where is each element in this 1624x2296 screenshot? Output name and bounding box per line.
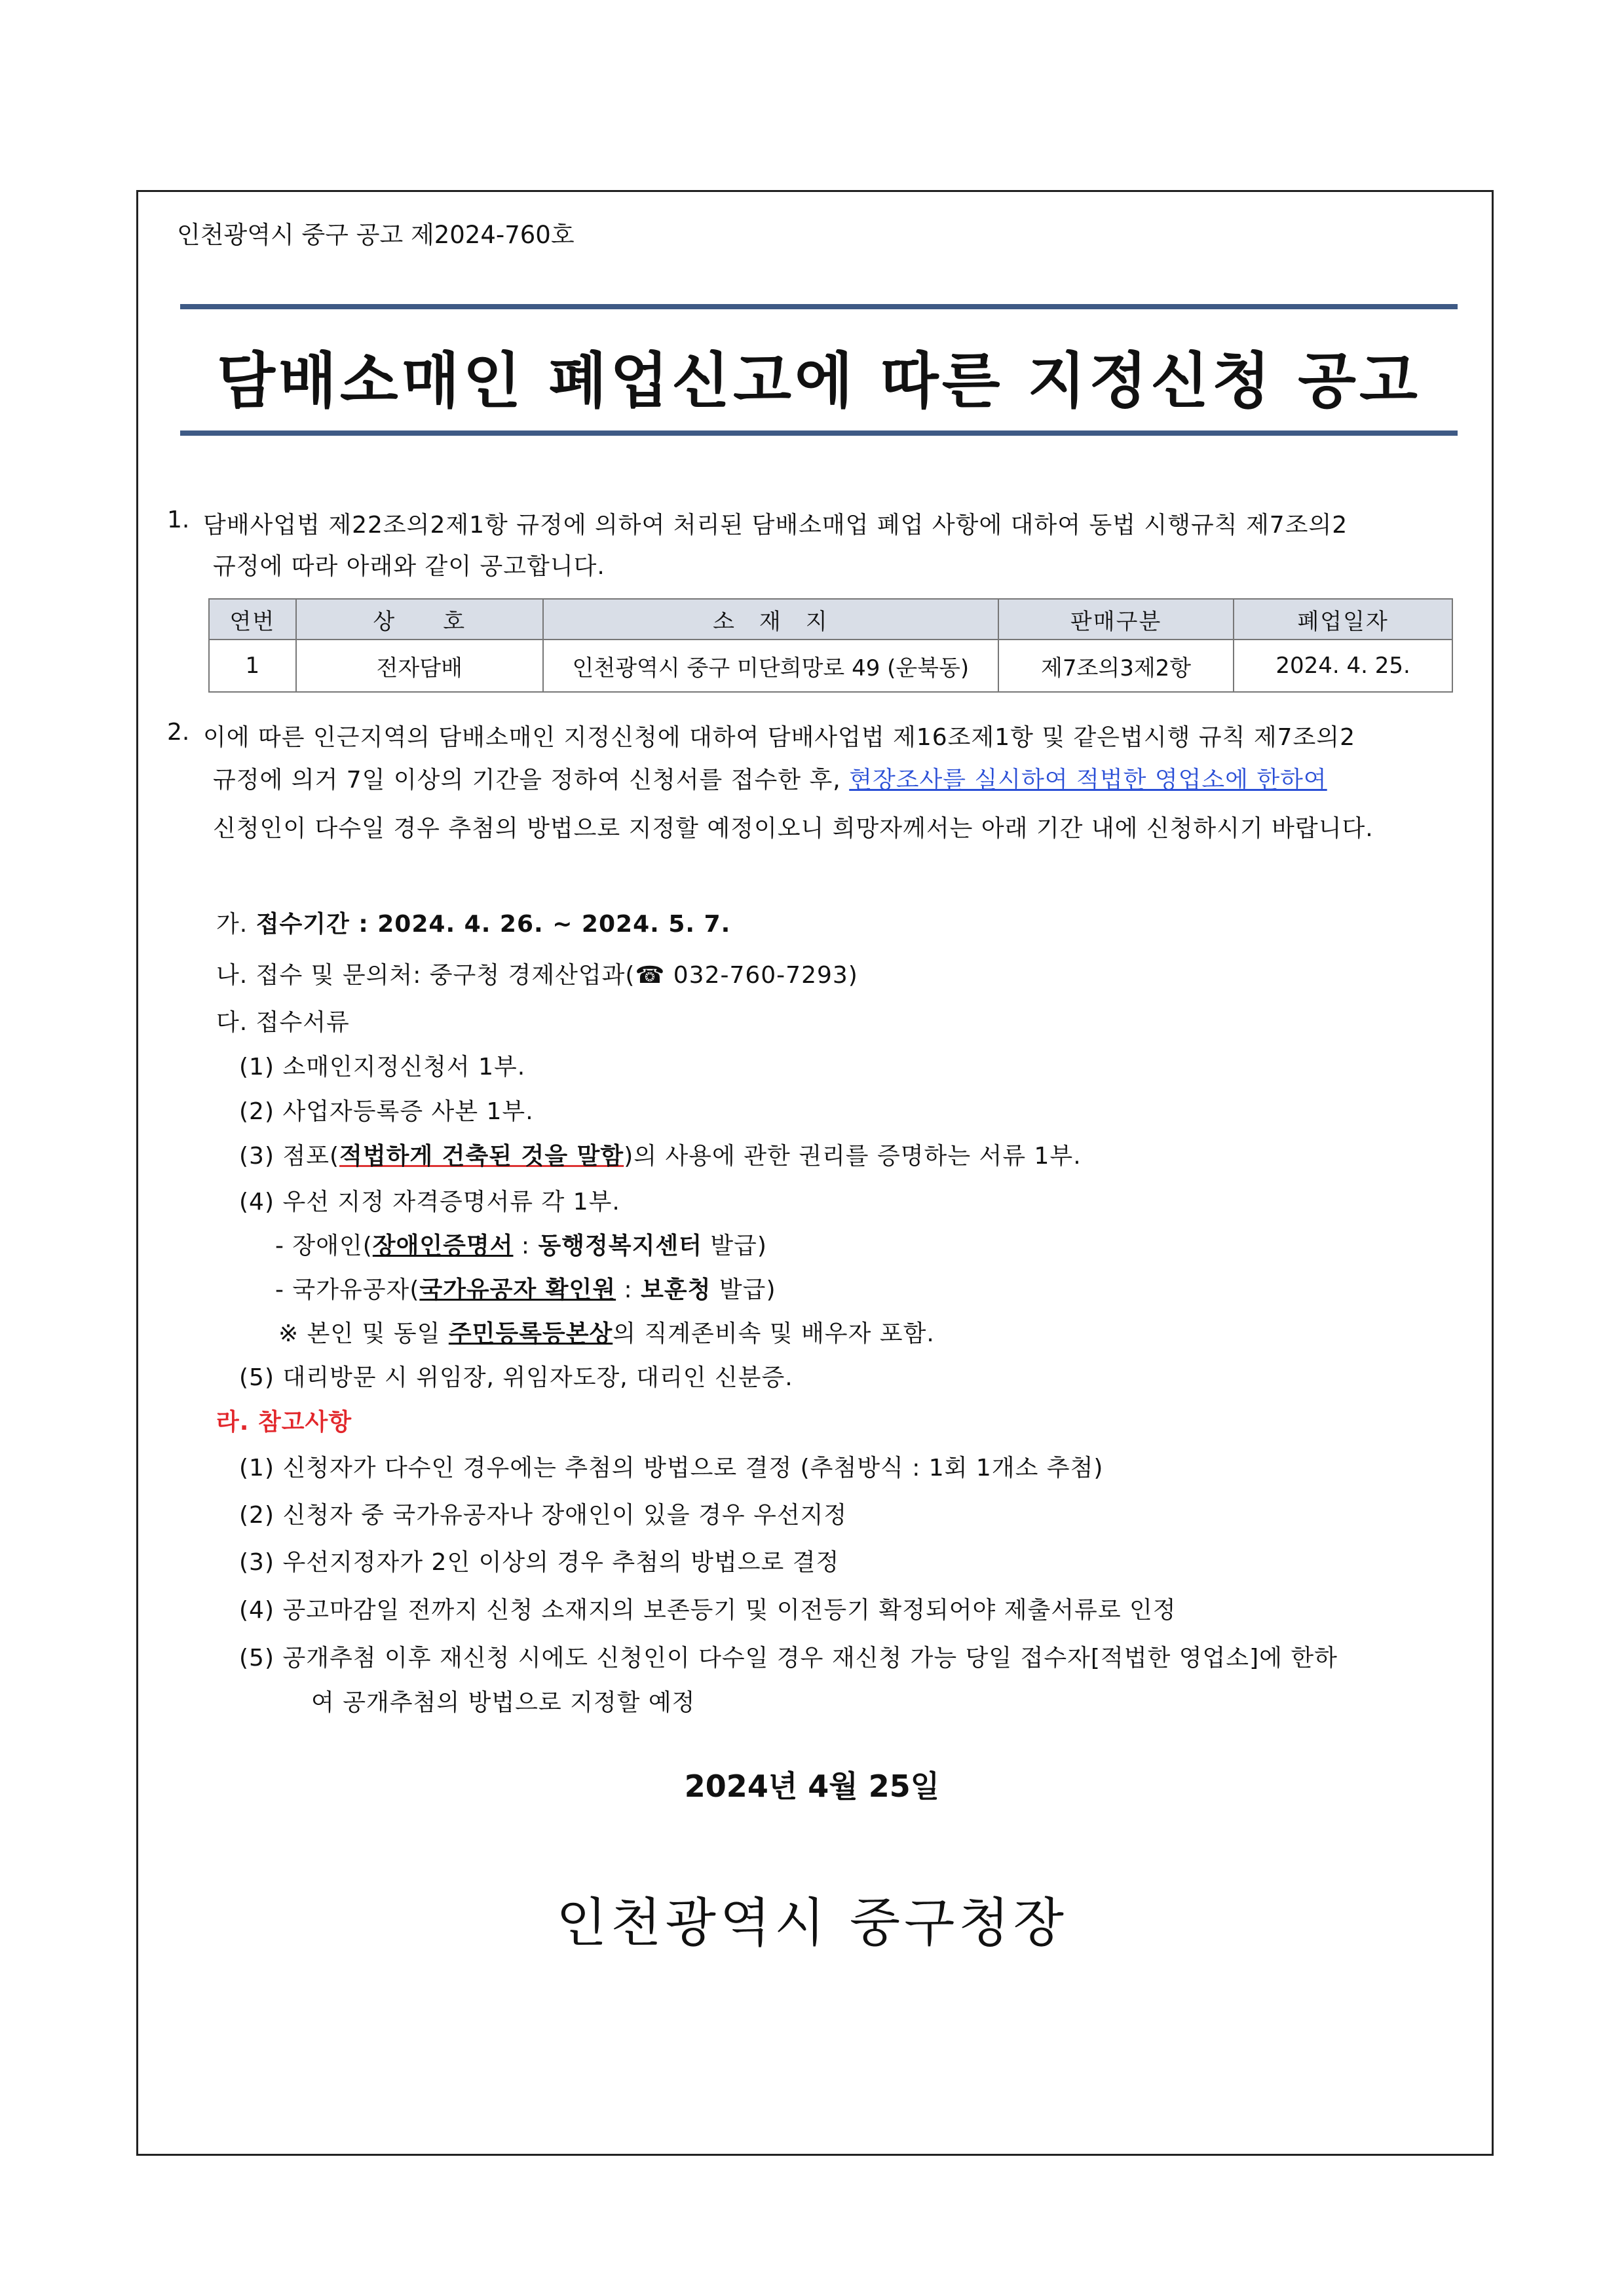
column-header-sales-type: 판매구분: [998, 599, 1234, 640]
document-border: [136, 190, 1494, 2156]
document-3-emphasis: 적법하게 건축된 것을 말함: [339, 1143, 624, 1170]
document-4c-post: 의 직계존비속 및 배우자 포함.: [613, 1320, 935, 1347]
cell-number: 1: [209, 640, 296, 692]
document-4b-post: 발급): [711, 1276, 776, 1303]
item-ga-prefix: 가.: [216, 911, 248, 938]
column-header-address: 소 재 지: [543, 599, 998, 640]
document-4a-mid: :: [513, 1233, 538, 1259]
reception-period: 접수기간 : 2024. 4. 26. ~ 2024. 5. 7.: [255, 911, 731, 938]
item-na-contact: 나. 접수 및 문의처: 중구청 경제산업과(☎ 032-760-7293): [216, 962, 858, 989]
section2-underlined-link[interactable]: 현장조사를 실시하여 적법한 영업소에 한하여: [849, 767, 1327, 794]
section2-line3: 신청인이 다수일 경우 추첨의 방법으로 지정할 예정이오니 희망자께서는 아래 기간 내에 신청하시기 바랍니다.: [213, 815, 1374, 842]
cell-business-name: 전자담배: [296, 640, 543, 692]
section2-number: 2.: [167, 719, 190, 746]
column-header-closure-date: 폐업일자: [1234, 599, 1452, 640]
section2-line2: [213, 761, 1327, 795]
document-4-veteran: [275, 1271, 776, 1305]
signer-name: 인천광역시 중구청장: [556, 1892, 1068, 1953]
document-3-post: )의 사용에 관한 권리를 증명하는 서류 1부.: [624, 1143, 1082, 1170]
document-4-disabled: [275, 1227, 767, 1261]
title-top-rule: [180, 304, 1458, 309]
reference-4: (4) 공고마감일 전까지 신청 소재지의 보존등기 및 이전등기 확정되어야 제출서류로 인정: [239, 1597, 1177, 1624]
cell-address: 인천광역시 중구 미단희망로 49 (운북동): [543, 640, 998, 692]
resident-registration: 주민등록등본상: [448, 1320, 613, 1347]
table-row: [209, 640, 1452, 692]
reference-1: (1) 신청자가 다수인 경우에는 추첨의 방법으로 결정 (추첨방식 : 1회 1개소 추첨): [239, 1455, 1104, 1482]
cell-sales-type: 제7조의3제2항: [998, 640, 1234, 692]
veterans-office: 보훈청: [641, 1276, 711, 1303]
section1-line1: 담배사업법 제22조의2제1항 규정에 의하여 처리된 담배소매업 폐업 사항에 대하여 동법 시행규칙 제7조의2: [203, 512, 1348, 539]
document-4a-post: 발급): [702, 1233, 767, 1259]
document-4b-pre: - 국가유공자(: [275, 1276, 420, 1303]
document-4-note: [278, 1315, 935, 1349]
page-title: 담배소매인 폐업신고에 따른 지정신청 공고: [217, 346, 1421, 416]
document-3: [239, 1138, 1082, 1171]
reference-5-line1: (5) 공개추첨 이후 재신청 시에도 신청인이 다수일 경우 재신청 가능 당일 접수자[적법한 영업소]에 한하: [239, 1645, 1338, 1672]
section1-number: 1.: [167, 507, 190, 533]
section2-line2-text: 규정에 의거 7일 이상의 기간을 정하여 신청서를 접수한 후,: [213, 767, 850, 794]
document-5: (5) 대리방문 시 위임장, 위임자도장, 대리인 신분증.: [239, 1364, 793, 1391]
reference-3: (3) 우선지정자가 2인 이상의 경우 추첨의 방법으로 결정: [239, 1549, 840, 1576]
reference-5-line2: 여 공개추첨의 방법으로 지정할 예정: [311, 1689, 696, 1716]
community-center: 동행정복지센터: [538, 1233, 702, 1259]
item-da-documents: 다. 접수서류: [216, 1009, 350, 1036]
closure-table: [208, 598, 1453, 693]
item-ga: [216, 906, 730, 939]
cell-closure-date: 2024. 4. 25.: [1234, 640, 1452, 692]
document-4: (4) 우선 지정 자격증명서류 각 1부.: [239, 1189, 620, 1215]
document-4b-mid: :: [616, 1276, 641, 1303]
document-4a-pre: - 장애인(: [275, 1233, 373, 1259]
column-header-number: 연번: [209, 599, 296, 640]
document-2: (2) 사업자등록증 사본 1부.: [239, 1098, 534, 1125]
title-bottom-rule: [180, 430, 1458, 436]
column-header-business-name: 상 호: [296, 599, 543, 640]
reference-2: (2) 신청자 중 국가유공자나 장애인이 있을 경우 우선지정: [239, 1502, 848, 1529]
veteran-certificate: 국가유공자 확인원: [419, 1276, 616, 1303]
table-header-row: [209, 599, 1452, 640]
disability-certificate: 장애인증명서: [372, 1233, 514, 1259]
document-4c-pre: ※ 본인 및 동일: [278, 1320, 449, 1347]
section1-line2: 규정에 따라 아래와 같이 공고합니다.: [213, 553, 605, 580]
notice-date: 2024년 4월 25일: [684, 1769, 940, 1804]
section2-line1: 이에 따른 인근지역의 담배소매인 지정신청에 대하여 담배사업법 제16조제1항 및 같은법시행 규칙 제7조의2: [203, 724, 1355, 751]
item-ra-references: 라. 참고사항: [216, 1409, 352, 1436]
notice-number: 인천광역시 중구 공고 제2024-760호: [177, 221, 575, 249]
document-1: (1) 소매인지정신청서 1부.: [239, 1054, 526, 1081]
document-3-pre: (3) 점포(: [239, 1143, 340, 1170]
